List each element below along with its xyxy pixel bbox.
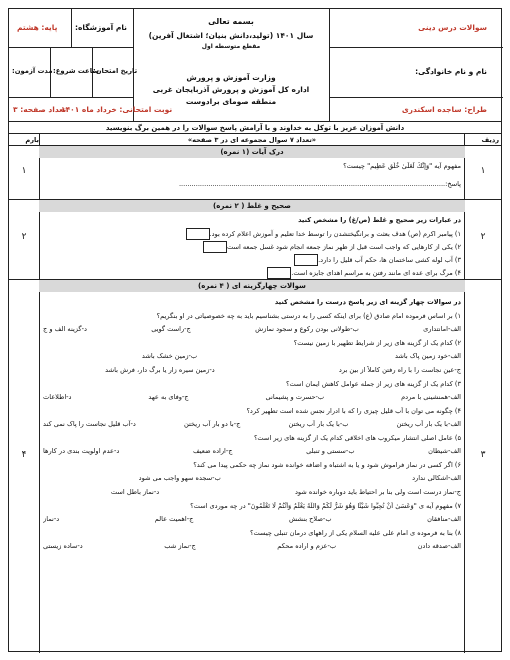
question-instruction: در سوالات چهار گزینه ای زیر پاسخ درست را مشخص کنید — [274, 298, 461, 306]
table-header-row — [9, 133, 501, 145]
question-number: ۳ — [480, 450, 486, 460]
question-score: ۲ — [21, 232, 27, 242]
mcq-option[interactable]: ب-سستی و تنبلی — [306, 447, 355, 455]
student-name-label: نام و نام خانوادگی: — [415, 67, 487, 76]
mcq-option[interactable]: ج-وفای به عهد — [148, 393, 189, 401]
total-questions-header: «تعداد ۷ سوال مجموعه ای در ۳ صفحه» — [187, 136, 317, 144]
question-row-3 — [9, 279, 501, 653]
mcq-option[interactable]: الف-شیطان — [428, 447, 461, 455]
answer-box[interactable] — [267, 267, 291, 279]
mcq-option[interactable]: ب-حسرت و پشیمانی — [265, 393, 325, 401]
subject-title: سوالات درس دینی — [418, 23, 487, 32]
mcq-option[interactable]: د-نماز — [43, 515, 60, 523]
answer-box[interactable] — [294, 254, 318, 266]
start-time-label: ساعت شروع: — [53, 67, 99, 75]
mcq-options — [43, 515, 461, 523]
duration-label: مدت آزمون: — [12, 67, 53, 75]
mcq-option[interactable]: ج-نماز درست است ولی بنا بر احتیاط باید دوباره خوانده شود — [294, 488, 461, 496]
mcq-option[interactable]: الف-خود زمین پاک باشد — [394, 352, 461, 360]
mcq-options — [43, 325, 461, 333]
true-false-item — [43, 254, 461, 266]
question-row-1 — [9, 145, 501, 199]
mcq-option[interactable]: د-زمین سیره زار یا برگ دار، فرش باشد — [105, 366, 215, 374]
bismillah: بسمه تعالی — [208, 17, 254, 26]
year-slogan: سال ۱۴۰۱ (تولید،دانش بنیان؛ اشتغال آفرین) — [148, 31, 314, 40]
section-title-2: صحیح و غلط ( ۲ نمره) — [39, 200, 465, 212]
mcq-option[interactable]: ج-راست گویی — [151, 325, 191, 333]
grade-level: مقطع متوسطه اول — [201, 43, 261, 50]
exam-date-label: تاریخ امتحان: — [93, 67, 138, 75]
question-number: ۱ — [480, 166, 486, 176]
mcq-question: ۱) بر اساس فرموده امام صادق (ع) برای اینکه کسی را به درستی بشناسیم باید به چه خصوصیاتی در او بنگریم؟ — [156, 312, 461, 320]
mcq-question: ۸) بنا به فرموده ی امام علی علیه السلام یکی از راههای درمان تنبلی چیست؟ — [249, 529, 461, 537]
mcq-option[interactable]: ج-اهمیت عالم — [154, 515, 194, 523]
mcq-question: ۳) کدام یک از گزینه های زیر از جمله عوامل کاهش ایمان است؟ — [286, 380, 461, 388]
mcq-question: ۷) مفهوم آیه ی "وَعَسَىٰ أَنْ تُحِبُّوا شَيْئًا وَهُوَ شَرٌّ لَكُمْ وَاللَّهُ يَعْلَمُ وَأَنْتُمْ لَا تَعْلَمُونَ" در چه موردی است؟ — [190, 502, 461, 510]
barom-header: بارم — [25, 136, 39, 144]
true-false-item — [43, 228, 461, 240]
mcq-option[interactable]: د-نماز باطل است — [110, 488, 160, 496]
mcq-option[interactable]: الف-امانتداری — [423, 325, 461, 333]
mcq-option[interactable]: د-اطلاعات — [43, 393, 72, 401]
item-text: ۳) آب لوله کشی ساختمان ها، حکم آب قلیل را دارد. — [318, 256, 461, 264]
question-score: ۱ — [21, 166, 27, 176]
mcq-options — [43, 393, 461, 401]
mcq-option[interactable]: الف-منافقان — [427, 515, 461, 523]
ministry: وزارت آموزش و پرورش — [186, 73, 276, 82]
mcq-option[interactable]: د-گزینه الف و ج — [43, 325, 87, 333]
mcq-options — [43, 447, 461, 455]
region: منطقه صومای برادوست — [185, 97, 277, 106]
mcq-option[interactable]: د-عدم اولویت بندی در کارها — [43, 447, 120, 455]
mcq-options — [43, 366, 461, 374]
designer-label: طراح: ساجده اسکندری — [401, 105, 487, 114]
mcq-options — [43, 542, 461, 550]
grade-label: پایه: هشتم — [17, 23, 58, 32]
radif-header: ردیف — [481, 136, 499, 144]
answer-box[interactable] — [203, 241, 227, 253]
question-score: ۴ — [21, 450, 27, 460]
instructions-notice: دانش آموزان عزیز با توکل به خداوند و با آرامش پاسخ سوالات را در همین برگ بنویسید — [105, 124, 405, 132]
mcq-option[interactable]: ب-طولانی بودن رکوع و سجود نمازش — [255, 325, 359, 333]
mcq-question: ۲) کدام یک از گزینه های زیر از شرایط تطهیر با زمین نیست؟ — [293, 339, 461, 347]
true-false-item — [43, 267, 461, 279]
directorate: اداره کل آموزش و پرورش آذربایجان غربی — [152, 85, 310, 94]
mcq-option[interactable]: الف-صدقه دادن — [417, 542, 461, 550]
mcq-options — [43, 420, 461, 428]
mcq-option[interactable]: الف-همنشینی با مردم — [401, 393, 461, 401]
question-text: مفهوم آیه "وَإِنَّكَ لَعَلَىٰ خُلُقٍ عَظِيمٍ" چیست؟ — [343, 162, 461, 170]
mcq-options — [43, 488, 461, 496]
mcq-options — [43, 474, 461, 482]
mcq-option[interactable]: ب-با یک بار آب ریختن — [288, 420, 349, 428]
section-title-1: درک آیات (۱ نمره) — [39, 146, 465, 158]
exam-turn: نوبت امتحانی: خرداد ماه ۱۴۰۱ — [61, 105, 173, 114]
exam-sheet — [8, 8, 502, 652]
mcq-options — [43, 352, 461, 360]
question-instruction: در عبارات زیر صحیح و غلط (ص/غ) را مشخص کنید — [298, 216, 461, 224]
mcq-option[interactable]: ج-عین نجاست را با راه رفتن کاملاً از بین برد — [338, 366, 461, 374]
mcq-question: ۴) چگونه می توان با آب قلیل چیزی را که با ادرار نجس شده است تطهیر کرد؟ — [246, 407, 461, 415]
item-text: ۱) پیامبر اکرم (ص) هدف بعثت و برانگیختشدن را توسط خدا تعلیم و آموزش اعلام کرده بود. — [209, 230, 461, 238]
mcq-option[interactable]: ب-صلاح بنشش — [288, 515, 332, 523]
mcq-option[interactable]: ب-عزم و اراده محکم — [277, 542, 337, 550]
mcq-option[interactable]: ج-اراده ضعیف — [192, 447, 233, 455]
page-count: تعداد صفحه: ۳ — [13, 105, 67, 114]
mcq-option[interactable]: الف-اشکالی ندارد — [412, 474, 461, 482]
mcq-question: ۶) اگر کسی در نماز فراموش شود و یا به اشتباه و اضافه خوانده شود نماز چه حکمی پیدا می کند؟ — [193, 461, 461, 469]
item-text: ۲) یکی از کارهایی که واجب است قبل از ظهر نماز جمعه انجام شود غسل جمعه است — [226, 243, 461, 251]
mcq-option[interactable]: د-آب قلیل نجاست را پاک نمی کند — [43, 420, 136, 428]
school-name-label: نام آموزشگاه: — [75, 23, 127, 32]
mcq-option[interactable]: ج-نماز شب — [164, 542, 196, 550]
mcq-question: ۵) عامل اصلی انتشار میکروب های اخلاقی کدام یک از گزینه های زیر است؟ — [253, 434, 461, 442]
item-text: ۴) مرگ برای عده ای مانند رفتن به مراسم اهدای جایزه است. — [291, 269, 461, 277]
mcq-option[interactable]: ب-سجده سهو واجب می شود — [138, 474, 221, 482]
mcq-option[interactable]: ج-با دو بار آب ریختن — [184, 420, 241, 428]
exam-header — [9, 9, 501, 122]
question-row-2 — [9, 199, 501, 279]
answer-line[interactable]: پاسخ:............................................................................................................................... — [178, 180, 461, 188]
answer-box[interactable] — [186, 228, 210, 240]
question-number: ۲ — [480, 232, 486, 242]
mcq-option[interactable]: ب-زمین خشک باشد — [141, 352, 198, 360]
true-false-item — [43, 241, 461, 253]
mcq-option[interactable]: الف-با یک بار آب ریختن — [396, 420, 461, 428]
mcq-option[interactable]: د-ساده زیستی — [43, 542, 83, 550]
questions-table — [9, 133, 501, 653]
section-title-3: سوالات چهارگزینه ای ( ۴ نمره) — [39, 280, 465, 292]
